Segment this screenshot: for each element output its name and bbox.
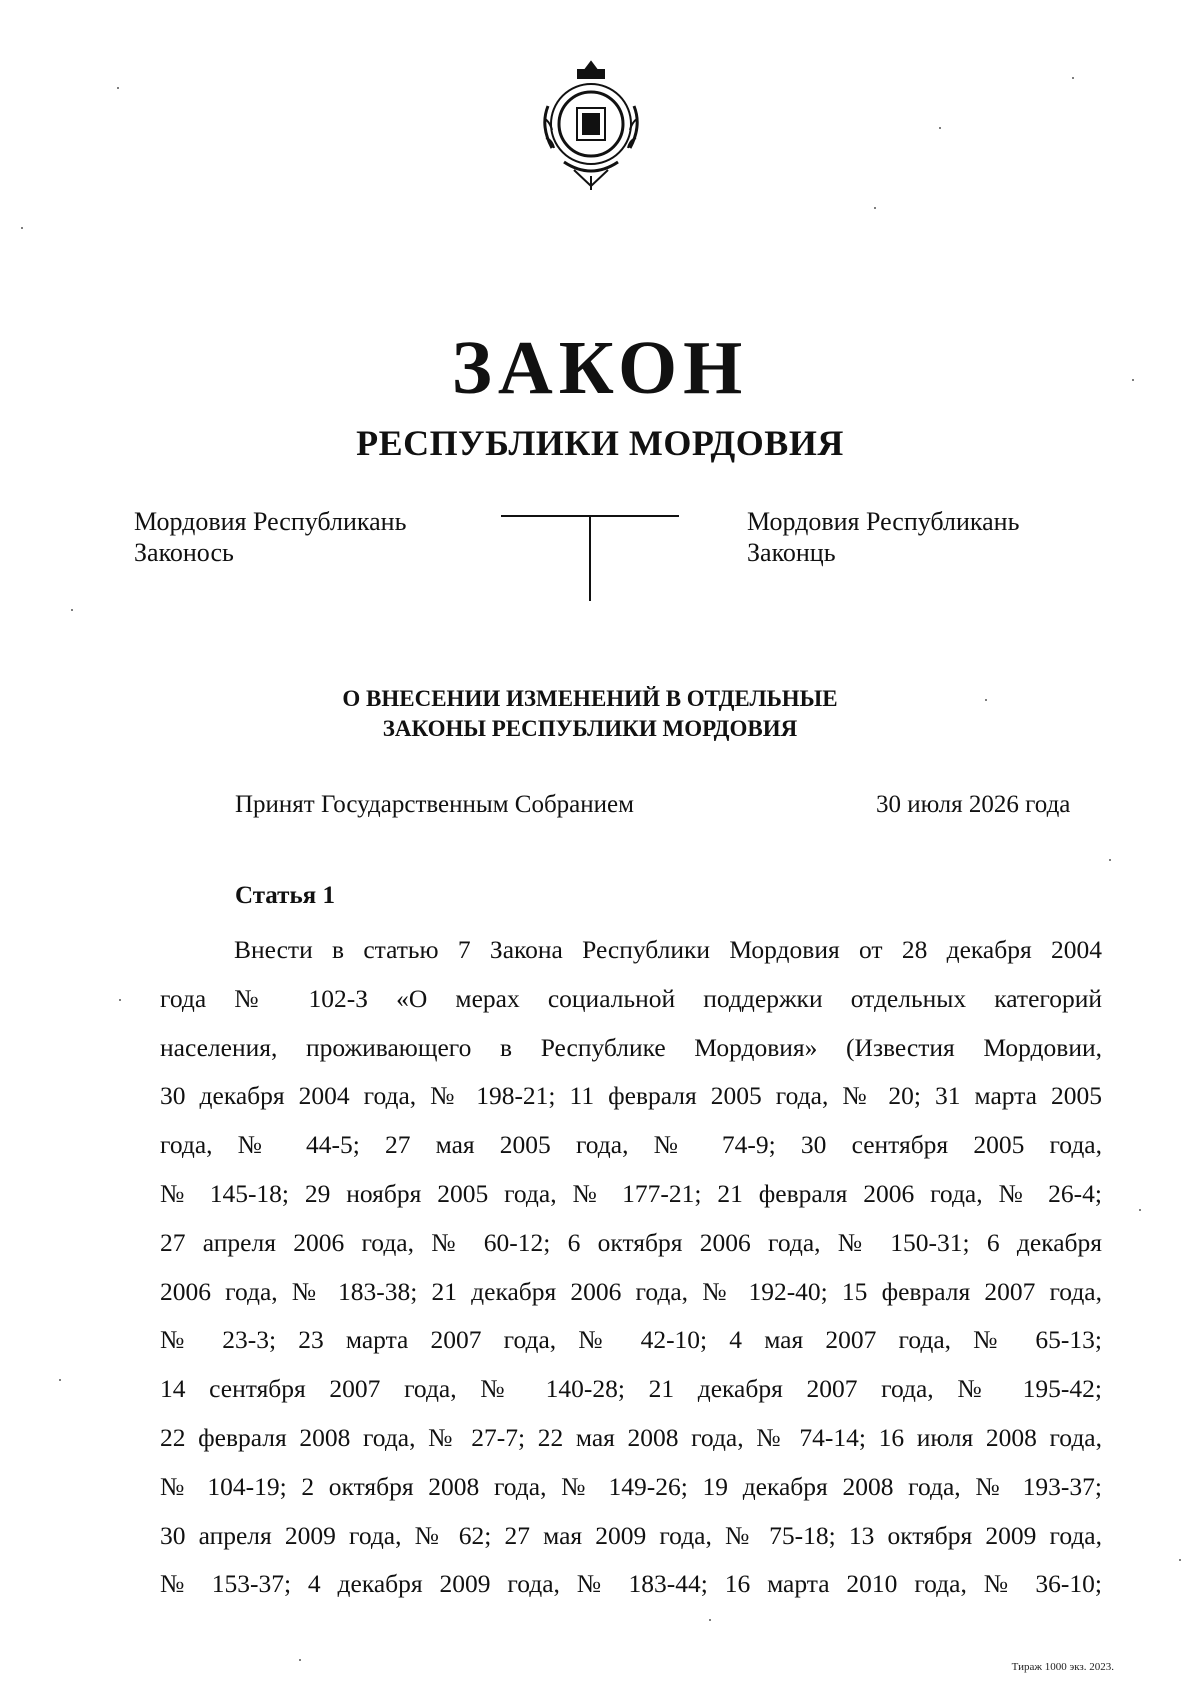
header-left-line: Законось	[134, 538, 234, 567]
header-right-line: Мордовия Республикань	[747, 507, 1020, 536]
article-heading: Статья 1	[235, 882, 335, 909]
header-divider-vertical	[589, 515, 591, 601]
body-line: Внести в статью 7 Закона Республики Мордовия от 28 декабря 2004	[234, 935, 1102, 964]
body-line: населения, проживающего в Республике Мордовия» (Известия Мордовии,	[160, 1032, 1102, 1062]
body-line: 22 февраля 2008 года, № 27-7; 22 мая 2008 года, № 74-14; 16 июля 2008 года,	[160, 1422, 1102, 1452]
document-title-line: ЗАКОНЫ РЕСПУБЛИКИ МОРДОВИЯ	[382, 716, 798, 741]
body-line: № 145-18; 29 ноября 2005 года, № 177-21; 21 февраля 2006 года, № 26-4;	[160, 1178, 1102, 1208]
body-line: 30 апреля 2009 года, № 62; 27 мая 2009 года, № 75-18; 13 октября 2009 года,	[160, 1520, 1102, 1550]
body-line: года № 102-З «О мерах социальной поддержки отдельных категорий	[160, 983, 1102, 1013]
body-line: № 153-37; 4 декабря 2009 года, № 183-44; 16 марта 2010 года, № 36-10;	[160, 1569, 1102, 1599]
header-left-line: Мордовия Республикань	[134, 507, 407, 536]
header-left-block	[134, 506, 406, 568]
body-line: 2006 года, № 183-38; 21 декабря 2006 года, № 192-40; 15 февраля 2007 года,	[160, 1276, 1102, 1306]
law-subtitle: РЕСПУБЛИКИ МОРДОВИЯ	[356, 423, 844, 463]
document-title	[0, 684, 1180, 744]
adopted-date: 30 июля 2026 года	[876, 791, 1071, 818]
article-body	[160, 926, 1102, 1609]
body-line: года, № 44-5; 27 мая 2005 года, № 74-9; 30 сентября 2005 года,	[160, 1130, 1102, 1160]
coat-of-arms-icon	[534, 58, 648, 194]
circulation-note: Тираж 1000 экз. 2023.	[1011, 1661, 1114, 1673]
body-line: № 23-3; 23 марта 2007 года, № 42-10; 4 мая 2007 года, № 65-13;	[160, 1325, 1102, 1355]
adopted-label: Принят Государственным Собранием	[235, 791, 634, 818]
body-line: 27 апреля 2006 года, № 60-12; 6 октября 2006 года, № 150-31; 6 декабря	[160, 1227, 1102, 1257]
header-right-line: Законць	[747, 538, 836, 567]
body-line: 14 сентября 2007 года, № 140-28; 21 декабря 2007 года, № 195-42;	[160, 1374, 1102, 1404]
law-title: ЗАКОН	[451, 326, 749, 410]
document-title-line: О ВНЕСЕНИИ ИЗМЕНЕНИЙ В ОТДЕЛЬНЫЕ	[342, 686, 838, 711]
header-right-block	[747, 506, 1019, 568]
body-line: 30 декабря 2004 года, № 198-21; 11 февраля 2005 года, № 20; 31 марта 2005	[160, 1081, 1102, 1111]
body-line: № 104-19; 2 октября 2008 года, № 149-26; 19 декабря 2008 года, № 193-37;	[160, 1471, 1102, 1501]
